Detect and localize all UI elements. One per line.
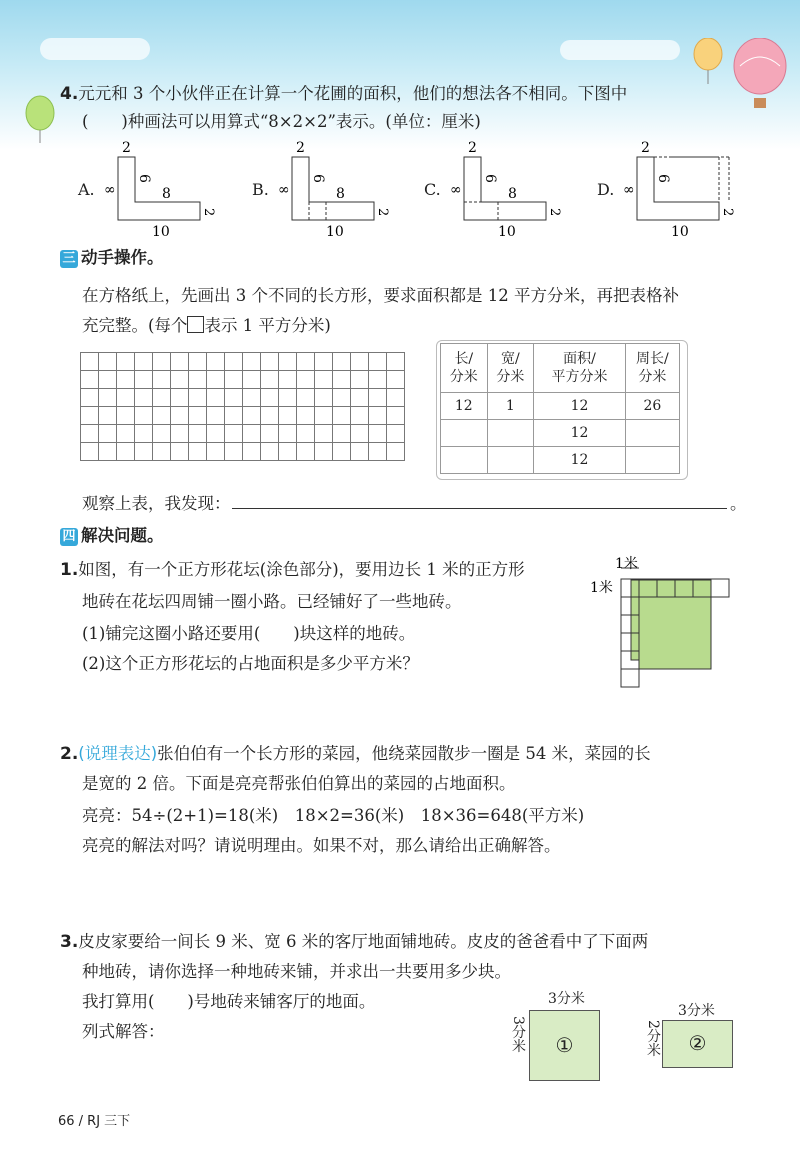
p1-line4: (2)这个正方形花坛的占地面积是多少平方米？ [82, 654, 419, 673]
option-label: B. [252, 180, 269, 199]
svg-text:2: 2 [468, 140, 477, 156]
cloud-decoration [40, 38, 150, 60]
table-cell: 12 [534, 393, 626, 420]
tile1-top-label: 3分米 [548, 991, 585, 1007]
section3-badge: 三 [60, 250, 78, 268]
tile-option-2: ② [662, 1020, 733, 1068]
option-shape [264, 140, 404, 240]
svg-text:∞: ∞ [450, 182, 462, 198]
svg-text:10: 10 [326, 224, 344, 240]
tile2-top-label: 3分米 [678, 1003, 715, 1019]
q4-line2: ( )种画法可以用算式“8×2×2”表示。(单位：厘米) [82, 112, 481, 131]
unit-square-icon [187, 316, 204, 333]
table-cell: 12 [534, 447, 626, 474]
svg-text:∞: ∞ [623, 182, 635, 198]
table-cell: 12 [441, 393, 488, 420]
svg-text:10: 10 [152, 224, 170, 240]
option-shape [90, 140, 230, 240]
table-header-cell: 宽/ 分米 [487, 344, 534, 393]
balloon-icon [688, 38, 728, 88]
svg-text:2: 2 [122, 140, 131, 156]
p2-line4: 亮亮的解法对吗？请说明理由。如果不对，那么请给出正确解答。 [82, 836, 561, 855]
p2-tag: (说理表达) [78, 744, 158, 763]
p1-line1: 1.如图，有一个正方形花坛(涂色部分)，要用边长 1 米的正方形 [60, 560, 525, 580]
option-label: C. [424, 180, 441, 199]
q4-number: 4. [60, 84, 79, 104]
balloon-icon [730, 38, 790, 118]
p1-line3: (1)铺完这圈小路还要用( )块这样的地砖。 [82, 624, 416, 643]
table-header-cell: 长/ 分米 [441, 344, 488, 393]
label-left: 1米 [590, 580, 613, 596]
table-header-cell: 周长/ 分米 [625, 344, 679, 393]
option-label: A. [78, 180, 95, 199]
p3-line1: 3.皮皮家要给一间长 9 米、宽 6 米的客厅地面铺地砖。皮皮的爸爸看中了下面两 [60, 932, 649, 952]
tile1-side-label: 3分米 [510, 1016, 526, 1053]
svg-text:6: 6 [136, 174, 152, 183]
observe-label: 观察上表，我发现： [82, 494, 231, 513]
observe-end: 。 [730, 494, 747, 513]
section3-heading: 三 动手操作。 [60, 244, 164, 268]
svg-text:2: 2 [201, 208, 216, 217]
svg-text:10: 10 [498, 224, 516, 240]
q4-line1: 4.元元和 3 个小伙伴正在计算一个花圃的面积，他们的想法各不相同。下图中 [60, 84, 628, 104]
p2-line2: 是宽的 2 倍。下面是亮亮帮张伯伯算出的菜园的占地面积。 [82, 774, 516, 793]
cloud-decoration [560, 40, 680, 60]
section3-line1: 在方格纸上，先画出 3 个不同的长方形，要求面积都是 12 平方分米，再把表格补 [82, 286, 679, 305]
tile-option-1: ① [529, 1010, 600, 1081]
p2-line3: 亮亮：54÷(2+1)=18(米) 18×2=36(米) 18×36=648(平方米) [82, 806, 585, 825]
label-top: 1米 [615, 556, 638, 572]
svg-text:6: 6 [310, 174, 326, 183]
svg-text:2: 2 [720, 208, 735, 217]
observe-answer-line[interactable] [232, 508, 727, 509]
table-cell: 12 [534, 420, 626, 447]
option-shape [436, 140, 576, 240]
section3-line2: 充完整。(每个 表示 1 平方分米) [82, 316, 331, 335]
section4-badge: 四 [60, 528, 78, 546]
svg-text:2: 2 [547, 208, 562, 217]
svg-text:2: 2 [641, 140, 650, 156]
p3-line2: 种地砖，请你选择一种地砖来铺，并求出一共要用多少块。 [82, 962, 511, 981]
table-cell: 1 [487, 393, 534, 420]
p1-line2: 地砖在花坛四周铺一圈小路。已经铺好了一些地砖。 [82, 592, 462, 611]
tile2-side-label: 2分米 [645, 1020, 661, 1057]
option-label: D. [597, 180, 615, 199]
p3-line3: 我打算用( )号地砖来铺客厅的地面。 [82, 992, 376, 1011]
svg-text:∞: ∞ [278, 182, 290, 198]
option-shape [609, 140, 749, 240]
p3-line4: 列式解答： [82, 1022, 165, 1041]
garden-diagram [590, 552, 740, 697]
svg-text:2: 2 [296, 140, 305, 156]
svg-text:8: 8 [162, 186, 171, 202]
table-frame [436, 340, 688, 480]
svg-text:∞: ∞ [104, 182, 116, 198]
p2-line1: 2.(说理表达)张伯伯有一个长方形的菜园，他绕菜园散步一圈是 54 米，菜园的长 [60, 744, 651, 764]
balloon-icon [20, 95, 60, 145]
svg-text:8: 8 [336, 186, 345, 202]
table-header-cell: 面积/ 平方分米 [534, 344, 626, 393]
svg-text:10: 10 [671, 224, 689, 240]
table-cell: 26 [625, 393, 679, 420]
page-footer: 66 / RJ 三下 [58, 1114, 131, 1129]
svg-text:6: 6 [482, 174, 498, 183]
svg-text:6: 6 [655, 174, 671, 183]
svg-text:2: 2 [375, 208, 390, 217]
grid-paper[interactable] [80, 352, 405, 461]
section4-heading: 四 解决问题。 [60, 522, 164, 546]
svg-text:8: 8 [508, 186, 517, 202]
